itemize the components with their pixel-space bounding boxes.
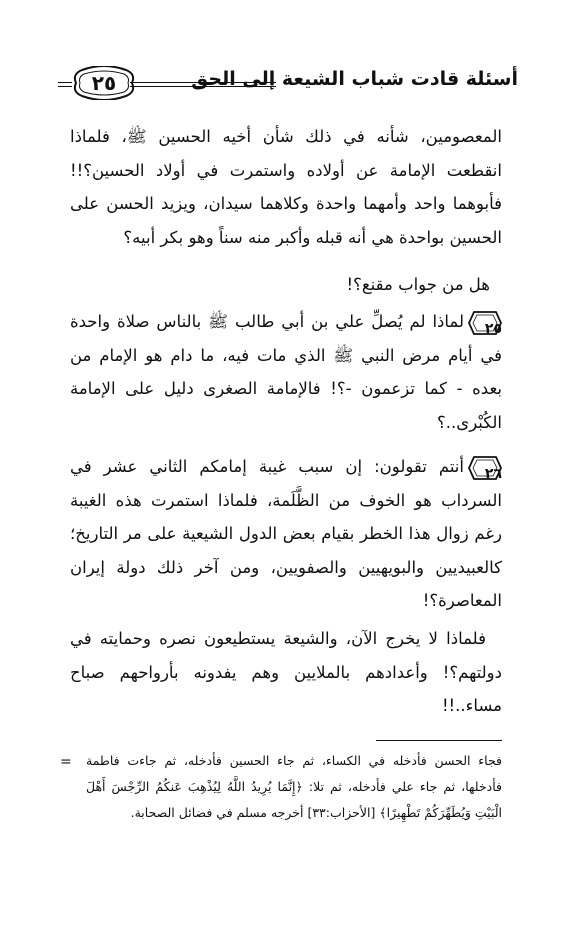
header-rule [130,82,276,87]
paragraph-text: المعصومين، شأنه في ذلك شأن أخيه الحسين ﷺ، فلماذا انقطعت الإمامة عن أولاده واستمرت في أولاد الحسين؟!! فأبوهما واحد وأمهما واحدة وكلاهما سيدان، ويزيد الحسن على الحسين بواحدة هي أنه قبله وأكبر منه سناً وهو بكر أبيه؟ [70,127,502,247]
question-number-marker [468,455,502,481]
paragraph-text: فلماذا لا يخرج الآن، والشيعة يستطيعون نصره وحمايته في دولتهم؟! وأعدادهم بالملايين وهم يفدونه بأرواحهم صباح مساء..!! [70,629,502,715]
footnote [62,748,502,826]
header-rule-left [58,82,72,87]
footnote-separator [376,740,502,741]
paragraph-followup [70,622,502,723]
question-number: ٢٥ [484,320,502,337]
question-number-marker [468,310,502,336]
question-text: لماذا لم يُصلِّ علي بن أبي طالب ﷺ بالناس صلاة واحدة في أيام مرض النبي ﷺ الذي مات فيه، ما دام هو الإمام من بعده - كما تزعمون -؟! فالإمامة الصغرى دليل على الإمامة الكُبْرى..؟ [70,312,502,432]
question-26-body [70,450,502,618]
paragraph-continuation [70,120,502,254]
paragraph-text: هل من جواب مقنع؟! [346,275,490,294]
question-25-body [70,305,502,439]
footnote-text: فجاء الحسن فأدخله في الكساء، ثم جاء الحسين فأدخله، ثم جاءت فاطمة فأدخلها، ثم جاء علي فأدخله، ثم تلا: ﴿إِنَّمَا يُرِيدُ اللَّهُ لِيُذْهِبَ عَنكُمُ الرِّجْسَ أَهْلَ الْبَيْتِ وَيُطَهِّرَكُمْ تَطْهِيرًا﴾ [الأحزاب:٣٣] أخرجه مسلم في فضائل الصحابة. [86,753,502,820]
question-26 [70,450,502,618]
footnote-continuation-marker: = [60,754,72,770]
question-25 [70,305,502,439]
page-number: ٢٥ [91,71,117,95]
header-title: أسئلة قادت شباب الشيعة إلى الحق [191,68,518,90]
paragraph-question [70,268,502,302]
running-header [58,66,518,106]
question-number: ٢٦ [484,465,502,482]
page-number-badge [72,66,136,100]
question-text: أنتم تقولون: إن سبب غيبة إمامكم الثاني عشر في السرداب هو الخوف من الظَّلَمة، فلماذا استمرت هذه الغيبة رغم زوال هذا الخطر بقيام بعض الدول الشيعية على مر التاريخ؛ كالعبيديين والبويهيين والصفويين، ومن آخر ذلك دولة إيران المعاصرة؟! [70,457,502,610]
